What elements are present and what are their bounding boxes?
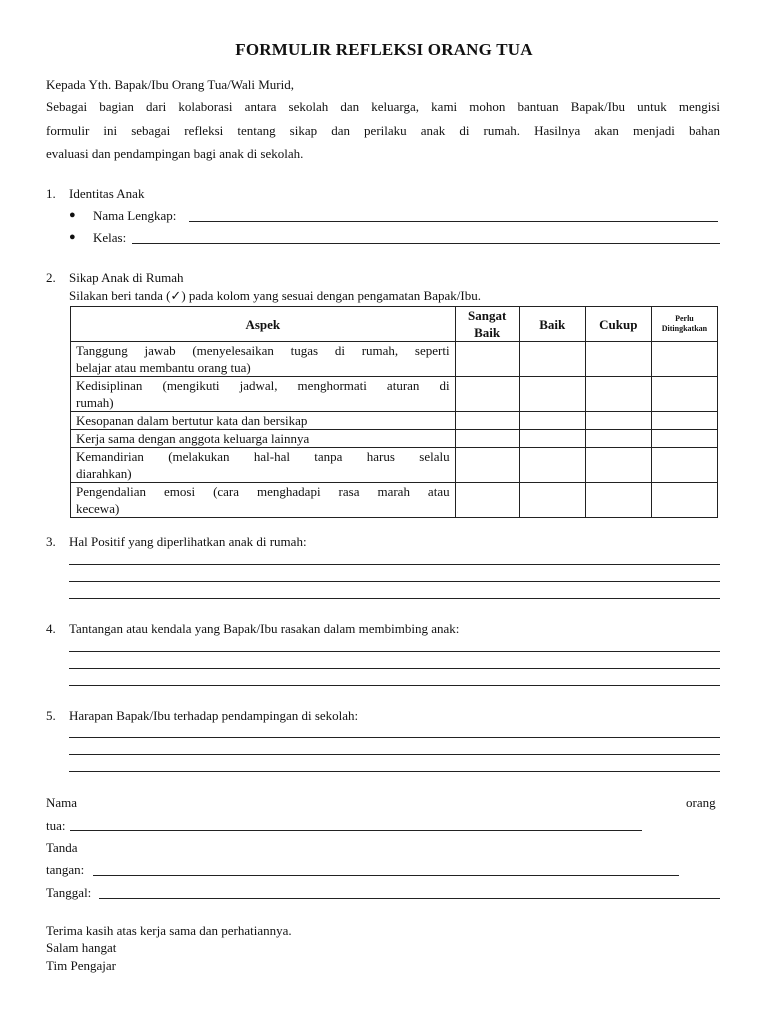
bullet-icon: ● bbox=[69, 209, 76, 221]
aspek-cell: Kesopanan dalam bertutur kata dan bersikap bbox=[71, 412, 456, 430]
section-1-title: Identitas Anak bbox=[69, 186, 145, 201]
nama-lengkap-label: Nama Lengkap: bbox=[93, 208, 177, 223]
nama-label: Nama bbox=[46, 795, 78, 810]
section-3-title: Hal Positif yang diperlihatkan anak di rumah: bbox=[69, 534, 307, 549]
nama-label-orang: orang bbox=[686, 795, 716, 810]
closing-greeting: Salam hangat bbox=[46, 940, 117, 955]
checkbox-cell[interactable] bbox=[455, 342, 519, 377]
page-title: FORMULIR REFLEKSI ORANG TUA bbox=[235, 40, 533, 59]
section-2-title: Sikap Anak di Rumah bbox=[69, 270, 184, 285]
checkbox-cell[interactable] bbox=[455, 448, 519, 483]
answer-line[interactable] bbox=[69, 651, 720, 652]
table-row bbox=[71, 342, 718, 377]
checkbox-cell[interactable] bbox=[519, 483, 585, 518]
checkbox-cell[interactable] bbox=[455, 412, 519, 430]
checkbox-cell[interactable] bbox=[519, 377, 585, 412]
aspek-cell: Kerja sama dengan anggota keluarga lainnya bbox=[71, 430, 456, 448]
bullet-icon: ● bbox=[69, 231, 76, 243]
tanda-tangan-field[interactable] bbox=[93, 875, 679, 876]
answer-line[interactable] bbox=[69, 598, 720, 599]
checkbox-cell[interactable] bbox=[651, 448, 717, 483]
checkbox-cell[interactable] bbox=[455, 483, 519, 518]
answer-line[interactable] bbox=[69, 564, 720, 565]
answer-line[interactable] bbox=[69, 754, 720, 755]
header-perlu-ditingkatkan: Perlu Ditingkatkan bbox=[651, 307, 717, 342]
section-2-number: 2. bbox=[46, 270, 56, 285]
answer-line[interactable] bbox=[69, 685, 720, 686]
header-cukup: Cukup bbox=[585, 307, 651, 342]
checkbox-cell[interactable] bbox=[651, 377, 717, 412]
attitude-table bbox=[70, 306, 718, 518]
nama-orang-tua-field[interactable] bbox=[70, 830, 642, 831]
nama-label-tua: tua: bbox=[46, 818, 66, 833]
table-row bbox=[71, 430, 718, 448]
checkbox-cell[interactable] bbox=[519, 342, 585, 377]
checkbox-cell[interactable] bbox=[455, 430, 519, 448]
aspek-cell: Tanggung jawab (menyelesaikan tugas di rumah, seperti belajar atau membantu orang tua) bbox=[71, 342, 456, 377]
checkbox-cell[interactable] bbox=[519, 430, 585, 448]
tanggal-field[interactable] bbox=[99, 898, 720, 899]
checkbox-cell[interactable] bbox=[651, 430, 717, 448]
tanggal-label: Tanggal: bbox=[46, 885, 92, 900]
section-5-number: 5. bbox=[46, 708, 56, 723]
section-2-instruction: Silakan beri tanda (✓) pada kolom yang sesuai dengan pengamatan Bapak/Ibu. bbox=[69, 288, 481, 303]
checkbox-cell[interactable] bbox=[519, 448, 585, 483]
answer-line[interactable] bbox=[69, 581, 720, 582]
intro-line: Sebagai bagian dari kolaborasi antara sekolah dan keluarga, kami mohon bantuan Bapak/Ibu untuk mengisi bbox=[46, 99, 720, 114]
checkbox-cell[interactable] bbox=[585, 377, 651, 412]
header-sangat-baik: Sangat Baik bbox=[455, 307, 519, 342]
answer-line[interactable] bbox=[69, 668, 720, 669]
tanda-tangan-label: tangan: bbox=[46, 862, 85, 877]
intro-line: formulir ini sebagai refleksi tentang sikap dan perilaku anak di rumah. Hasilnya akan menjadi bahan bbox=[46, 122, 720, 138]
answer-line[interactable] bbox=[69, 737, 720, 738]
checkbox-cell[interactable] bbox=[585, 412, 651, 430]
section-1-number: 1. bbox=[46, 186, 56, 201]
header-aspek: Aspek bbox=[71, 307, 456, 342]
aspek-cell: Kemandirian (melakukan hal-hal tanpa harus selalu diarahkan) bbox=[71, 448, 456, 483]
section-5-title: Harapan Bapak/Ibu terhadap pendampingan di sekolah: bbox=[69, 708, 359, 723]
checkbox-cell[interactable] bbox=[651, 483, 717, 518]
kelas-field[interactable] bbox=[132, 243, 720, 244]
section-3-number: 3. bbox=[46, 534, 56, 549]
checkbox-cell[interactable] bbox=[585, 448, 651, 483]
checkbox-cell[interactable] bbox=[585, 342, 651, 377]
checkbox-cell[interactable] bbox=[519, 412, 585, 430]
closing-thanks: Terima kasih atas kerja sama dan perhatiannya. bbox=[46, 923, 292, 938]
checkbox-cell[interactable] bbox=[651, 342, 717, 377]
checkbox-cell[interactable] bbox=[585, 483, 651, 518]
checkbox-cell[interactable] bbox=[585, 430, 651, 448]
intro-paragraph bbox=[46, 95, 720, 166]
checkbox-cell[interactable] bbox=[651, 412, 717, 430]
aspek-cell: Kedisiplinan (mengikuti jadwal, menghormati aturan di rumah) bbox=[71, 377, 456, 412]
table-header-row bbox=[71, 307, 718, 342]
header-baik: Baik bbox=[519, 307, 585, 342]
tanda-label: Tanda bbox=[46, 840, 78, 855]
section-4-number: 4. bbox=[46, 621, 56, 636]
table-row bbox=[71, 377, 718, 412]
section-4-title: Tantangan atau kendala yang Bapak/Ibu rasakan dalam membimbing anak: bbox=[69, 621, 460, 636]
table-row bbox=[71, 412, 718, 430]
answer-line[interactable] bbox=[69, 771, 720, 772]
greeting: Kepada Yth. Bapak/Ibu Orang Tua/Wali Murid, bbox=[46, 77, 294, 92]
checkbox-cell[interactable] bbox=[455, 377, 519, 412]
intro-line: evaluasi dan pendampingan bagi anak di sekolah. bbox=[46, 146, 304, 161]
closing-signoff: Tim Pengajar bbox=[46, 958, 116, 973]
table-row bbox=[71, 448, 718, 483]
aspek-cell: Pengendalian emosi (cara menghadapi rasa marah atau kecewa) bbox=[71, 483, 456, 518]
table-row bbox=[71, 483, 718, 518]
kelas-label: Kelas: bbox=[93, 230, 127, 245]
nama-lengkap-field[interactable] bbox=[189, 221, 718, 222]
